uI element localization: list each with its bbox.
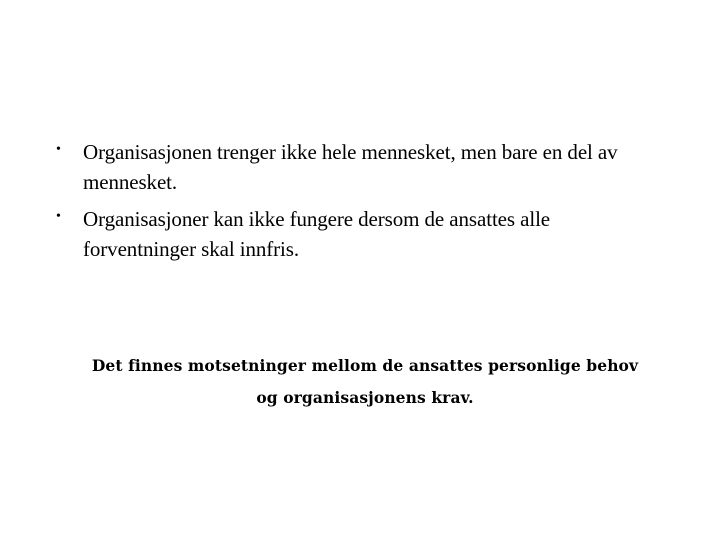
bullet-dot-icon: • — [56, 142, 61, 157]
bullet-list — [56, 137, 676, 271]
bullet-text-line: forventninger skal innfris. — [83, 237, 299, 261]
bullet-text-line: mennesket. — [83, 170, 178, 194]
conclusion-line: Det finnes motsetninger mellom de ansattes personlige behov — [91, 356, 639, 375]
bullet-text-line: Organisasjoner kan ikke fungere dersom de ansattes alle — [83, 207, 551, 231]
conclusion-statement — [60, 350, 670, 414]
bullet-text-line: Organisasjonen trenger ikke hele mennesket, men bare en del av — [83, 140, 618, 164]
bullet-dot-icon: • — [56, 209, 61, 224]
bullet-item — [56, 204, 676, 264]
bullet-item — [56, 137, 676, 197]
conclusion-line: og organisasjonens krav. — [256, 388, 474, 407]
